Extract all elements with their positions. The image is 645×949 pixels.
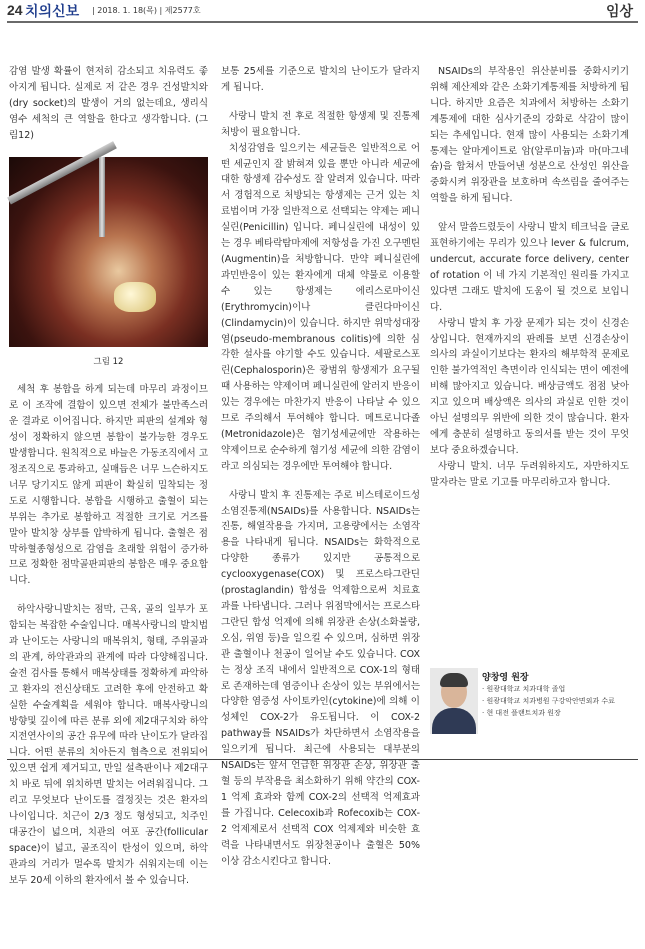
paragraph: 사랑니 발치 후 가장 문제가 되는 것이 신경손상입니다. 현재까지의 판례를 보면 신경손상이 의사의 과실이기보다는 환자의 해부학적 문제로 인한 불가역적인 측면이라 인식되는 면이 예전에 비해 많아지고 있습니다. 배상금액도 점점 낮아지고 있으며 배상액은 의사의 과실로 인한 것이 아닌 설명의무 위반에 의한 것이 많습니다. 환자에게 충분히 설명하고 동의서를 받는 것이 무엇보다 중요하겠습니다. — [430, 317, 629, 456]
ad-space — [7, 759, 638, 945]
paragraph: 사랑니 발치 후 진통제는 주로 비스테로이드성소염진통제(NSAIDs)를 사용합니다. NSAIDs는 진통, 해열작용을 가지며, 고용량에서는 소염작용을 나타내게 됩니다. NSAIDs는 화학적으로 다양한 종류가 있지만 공통적으로 cyclooxygenase(COX) 및 프로스타그란딘(prostaglandin) 합성을 억제함으로써 치료효과를 나타냅니다. 그러나 위점막에서는 프로스타그란딘 합성 억제에 의해 위장관 손상(소화불량, 오심, 위염 등)을 일으킬 수 있으며, 심하면 위장관 출혈이나 천공이 일어날 수도 있습니다. COX는 정상 조직 내에서 일반적으로 COX-1의 형태로 존재하는데 염증이나 손상이 있는 부위에서는 다양한 염증성 사이토카인(cytokine)에 의해 이성체인 COX-2가 유도됩니다. 이 COX-2 pathway를 NSAIDs가 차단하면서 소염작용을 일으키게 됩니다. 최근에 사용되는 대부분의 NSAIDs는 앞서 언급한 위장관 손상, 위장관 출혈 등의 부작용을 최소화하기 위해 약간의 COX-1 억제 효과와 함께 COX-2의 선택적 억제효과를 가집니다. Celecoxib과 Rofecoxib는 COX-2 억제제로서 선택적 COX 억제제와 비슷한 효력을 나타내면서도 위장천공이나 출혈은 50% 이상 감소시킨다고 합니다. — [221, 489, 420, 867]
author-photo — [430, 668, 478, 734]
paragraph: 감염 발생 확률이 현저히 감소되고 치유력도 좋아지게 됩니다. 실제로 저 같은 경우 건성발치와(dry socket)의 발생이 거의 없는데요, 생리식염수 세척의 큰 역할을 한다고 생각합니다. (그림12) — [9, 66, 208, 141]
issue-info: | 2018. 1. 18(목) | 제2577호 — [92, 6, 201, 15]
author-box — [430, 668, 645, 750]
author-credential: · 현 대전 플랜트치과 원장 — [482, 709, 561, 717]
instrument — [99, 157, 105, 237]
tooth — [114, 282, 156, 312]
article-column-3 — [430, 64, 629, 504]
page-header — [0, 0, 645, 22]
paragraph: 사랑니 발치. 너무 두려워하지도, 자만하지도 말자라는 말로 기고를 마무리하고자 합니다. — [430, 460, 629, 488]
newspaper-name: 치의신보 — [25, 4, 80, 20]
paragraph: NSAIDs의 부작용인 위산분비를 중화시키기 위해 제산제와 같은 소화기계통제를 처방하게 됩니다. 하지만 요즘은 치과에서 처방하는 소화기계통제에 대한 심사기준의 강화로 삭감이 많이 되는 추세입니다. 현재 많이 사용되는 소화기계통제는 알마게이트로 암(알루미늄)과 마(마그네슘)을 합쳐서 만들어낸 성분으로 산성인 위산을 중화시켜 위장관을 보호하며 속쓰림을 줄여주는 역할을 하게 됩니다. — [430, 66, 629, 205]
page-number: 24 — [7, 2, 23, 18]
paragraph: 치성감염을 일으키는 세균들은 일반적으로 어떤 세균인지 잘 밝혀져 있을 뿐만 아니라 세균에 대한 항생제 감수성도 잘 알려져 있습니다. 따라서 경험적으로 처방되는 항생제는 근거 있는 치료법이며 가장 일반적으로 선택되는 약제는 페니실린(Penicillin) 입니다. 페니실린에 내성이 있는 경우 베타락탐마제에 저항성을 가진 오구멘틴(Augmentin)을 처방합니다. 만약 페니실린에 과민반응이 있는 환자에게 대체 약물로 이용할 수 있는 항생제는 에리스로마이신(Erythromycin)이나 클린다마이신(Clindamycin)이 있습니다. 하지만 위막성대장염(pseudo-membranous colitis)에 의한 심각한 설사를 야기할 수도 있습니다. 세팔로스포린(Cephalosporin)은 광범위 항생제가 요구될 때 사용하는 약제이며 페니실린에 알러지 반응이 있는 경우에는 마찬가지 반응이 나타날 수 있으므로 주의해서 투여해야 합니다. 메트로니다졸(Metronidazole)은 혐기성세균에만 작용하는 약제이므로 순수하게 혐기성 세균에 의한 감염이라고 의심되는 경우에만 투여해야 합니다. — [221, 142, 420, 472]
paragraph: 하악사랑니발치는 점막, 근육, 골의 일부가 포함되는 복잡한 수술입니다. 매복사랑니의 발치법과 난이도는 사랑니의 매복위치, 형태, 주위골과의 관계, 하악관과의 관계에 따라 다양해집니다. 술전 검사를 통해서 매복상태를 정확하게 파악하고 환자의 전신상태도 고려한 후에 안전하고 확실한 수술계획을 세워야 합니다. 매복사랑니의 방향및 깊이에 따른 분류 외에 제2대구치와 하악지전연사이의 공간 유무에 따라 난이도가 달라집니다. 어떤 분류의 치아든지 협측으로 전위되어 있으면 쉽게 제거되고, 만일 설측판이나 제2대구치 바로 뒤에 위치하면 발치는 어려워집니다. 그리고 무엇보다 난이도를 결정짓는 것은 환자의 나이입니다. 치근이 2/3 정도 형성되고, 치주인대공간이 넓으며, 치관의 여포 공간(follicular space)이 넓고, 골조직이 탄성이 있으며, 하악관과의 거리가 멀수록 발치가 쉬워지는데 이는 보두 20세 이하의 환자에서 볼 수 있습니다. — [9, 604, 208, 886]
paragraph: 앞서 말씀드렸듯이 사랑니 발치 테크닉을 글로 표현하기에는 무리가 있으나 lever & fulcrum, undercut, accurate force delivery, center of rotation 이 네 가지 기본적인 원리를 가지고 있다면 그래도 발치에 도움이 될 것으로 보입니다. — [430, 222, 629, 313]
paragraph: 세척 후 봉합을 하게 되는데 마무리 과정이므로 이 조작에 결함이 있으면 전체가 불만족스러운 결과로 이어집니다. 하지만 피판의 설계와 형성이 정확하지 않으면 봉합이 불가능한 경우도 발생합니다. 원칙적으로 바늘은 가동조직에서 고정조직으로 통과하고, 실매듭은 너무 느슨하지도 너무 당기지도 않게 피판이 확실히 밀착되는 정도로 시행합니다. 봉합을 시행하고 출혈이 되는 부위는 추가로 봉합하고 적절한 크기로 거즈를 말아 발치창 상부를 압박하게 됩니다. 출혈은 점막하혈종형성으로 감염을 초래할 위험이 증가하므로 정확한 점막골판피판의 봉합은 매우 중요합니다. — [9, 384, 208, 587]
author-credential: · 원광대학교 치과병원 구강악안면외과 수료 — [482, 697, 615, 705]
author-name: 양창영 원장 — [482, 673, 529, 683]
paragraph: 보통 25세를 기준으로 발치의 난이도가 달라지게 됩니다. — [221, 66, 420, 93]
section-title: 임상 — [605, 4, 633, 20]
author-credential: · 원광대학교 치과대학 졸업 — [482, 685, 566, 693]
figure-12-photo — [9, 157, 208, 347]
header-divider — [7, 21, 638, 23]
paragraph: 사랑니 발치 전 후로 적절한 항생제 및 진통제 처방이 필요합니다. — [221, 110, 420, 138]
figure-caption: 그림 12 — [93, 356, 124, 367]
